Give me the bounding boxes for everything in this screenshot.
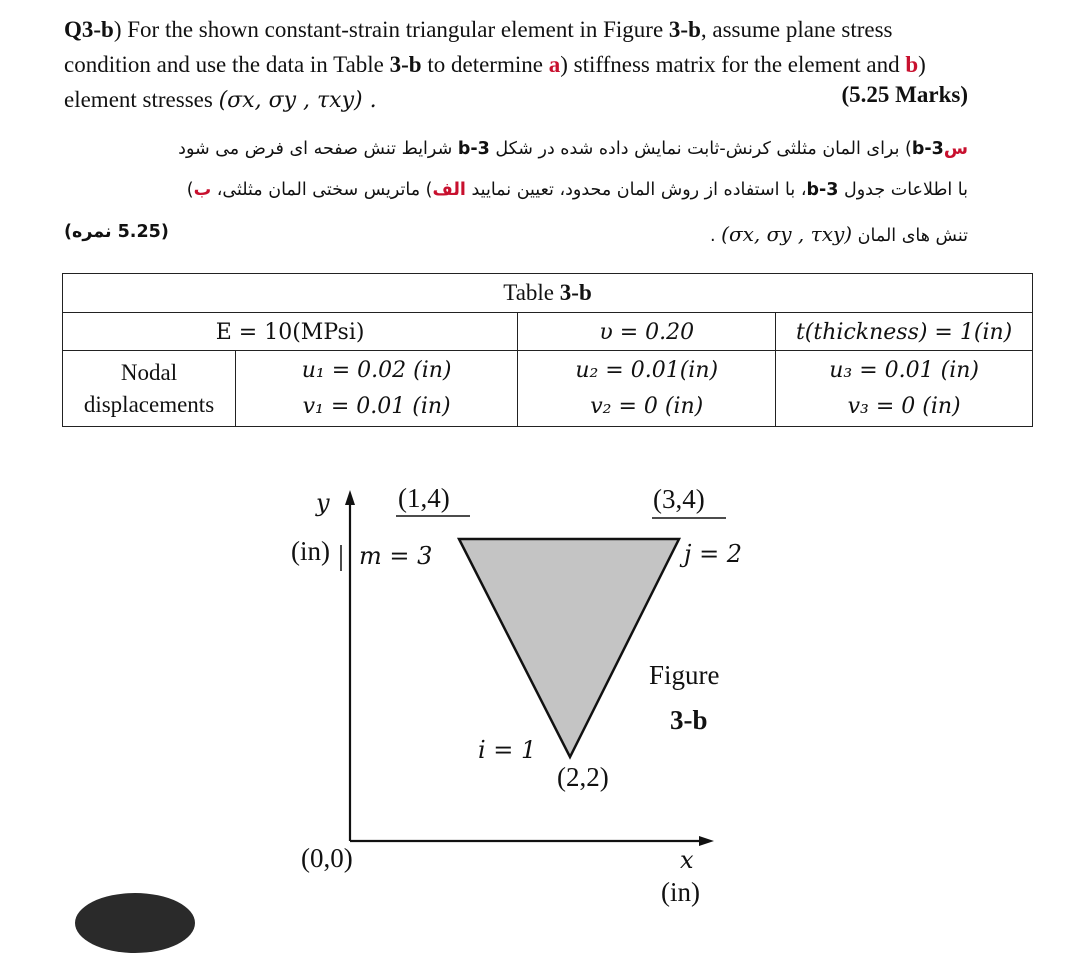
node-j-coordinate: (3,4) bbox=[653, 484, 705, 514]
cst-triangle bbox=[459, 539, 679, 757]
fa-part-alef: الف bbox=[432, 180, 466, 200]
node-m-label: m = 3 bbox=[359, 542, 433, 570]
fa-line2-start: با اطلاعات جدول bbox=[838, 180, 968, 200]
fa-line1-mid: ) برای المان مثلثی کرنش-ثابت نمایش داده شده در شکل bbox=[489, 139, 912, 159]
table-caption-prefix: Table bbox=[503, 280, 560, 305]
x-unit-label: (in) bbox=[661, 877, 700, 907]
thickness-value: t(thickness) = 1(in) bbox=[795, 319, 1013, 345]
row-label-displacements: displacements bbox=[83, 391, 215, 417]
row-label-nodal: Nodal bbox=[120, 359, 178, 385]
v3-value: v₃ = 0 (in) bbox=[847, 393, 961, 419]
part-a-label: a bbox=[548, 52, 561, 77]
node-m-coordinate: (1,4) bbox=[398, 483, 450, 513]
fa-part-be: ب bbox=[193, 180, 212, 200]
node-i-label: i = 1 bbox=[478, 736, 537, 764]
overlay-badge bbox=[75, 893, 195, 953]
question-text-2: , assume plane stress condition and use the data in Table bbox=[64, 17, 893, 77]
node-i-coordinate: (2,2) bbox=[557, 762, 609, 792]
fa-label: 3-b bbox=[911, 139, 944, 159]
question-label: Q3-b bbox=[64, 17, 114, 42]
modulus-value: E = 10(MPsi) bbox=[215, 319, 365, 345]
u1-value: u₁ = 0.02 (in) bbox=[301, 357, 452, 383]
part-b-label: b bbox=[905, 52, 919, 77]
figure-caption-word: Figure bbox=[649, 660, 720, 690]
fa-prefix: س bbox=[943, 139, 968, 159]
poisson-value: υ = 0.20 bbox=[599, 319, 695, 345]
fa-line2-mid: ، با استفاده از روش المان محدود، تعیین نمایید bbox=[465, 180, 807, 200]
fa-line2-mid2: ) ماتریس سختی المان مثلثی، bbox=[211, 180, 433, 200]
origin-label: (0,0) bbox=[301, 843, 353, 873]
marks-persian: (5.25 نمره) bbox=[64, 222, 169, 242]
stress-vector: (σx, σy , τxy) . bbox=[218, 88, 377, 113]
x-axis-arrow-icon bbox=[699, 836, 714, 846]
figure-ref: 3-b bbox=[668, 17, 701, 42]
question-text-3: to determine bbox=[421, 52, 549, 77]
fa-line3-end: . bbox=[710, 226, 722, 246]
marks-english: (5.25 Marks) bbox=[841, 82, 968, 107]
table-caption-ref: 3-b bbox=[559, 280, 592, 305]
v2-value: v₂ = 0 (in) bbox=[590, 393, 704, 419]
fa-line3-start: تنش های المان bbox=[852, 226, 968, 246]
figure-caption-ref: 3-b bbox=[670, 705, 708, 735]
node-j-label: j = 2 bbox=[684, 540, 743, 568]
fa-table-ref: 3-b bbox=[806, 180, 839, 200]
u2-value: u₂ = 0.01(in) bbox=[575, 357, 719, 383]
fa-stress-vector: (σx, σy , τxy) bbox=[721, 222, 853, 246]
question-text-4: ) stiffness matrix for the element and bbox=[560, 52, 906, 77]
x-axis-label: x bbox=[680, 846, 694, 874]
y-unit-label: (in) bbox=[291, 536, 330, 566]
fa-line2-end: ) bbox=[186, 180, 194, 200]
y-axis-label: y bbox=[316, 489, 330, 517]
u3-value: u₃ = 0.01 (in) bbox=[829, 357, 979, 383]
y-axis-arrow-icon bbox=[345, 490, 355, 505]
question-text-1: ) For the shown constant-strain triangular element in Figure bbox=[113, 17, 669, 42]
fa-fig-ref: 3-b bbox=[457, 139, 490, 159]
v1-value: v₁ = 0.01 (in) bbox=[302, 393, 451, 419]
question-text-5: ) element stresses bbox=[64, 52, 926, 112]
fa-line1-end: شرایط تنش صفحه ای فرض می شود bbox=[178, 139, 458, 159]
table-ref: 3-b bbox=[389, 52, 422, 77]
